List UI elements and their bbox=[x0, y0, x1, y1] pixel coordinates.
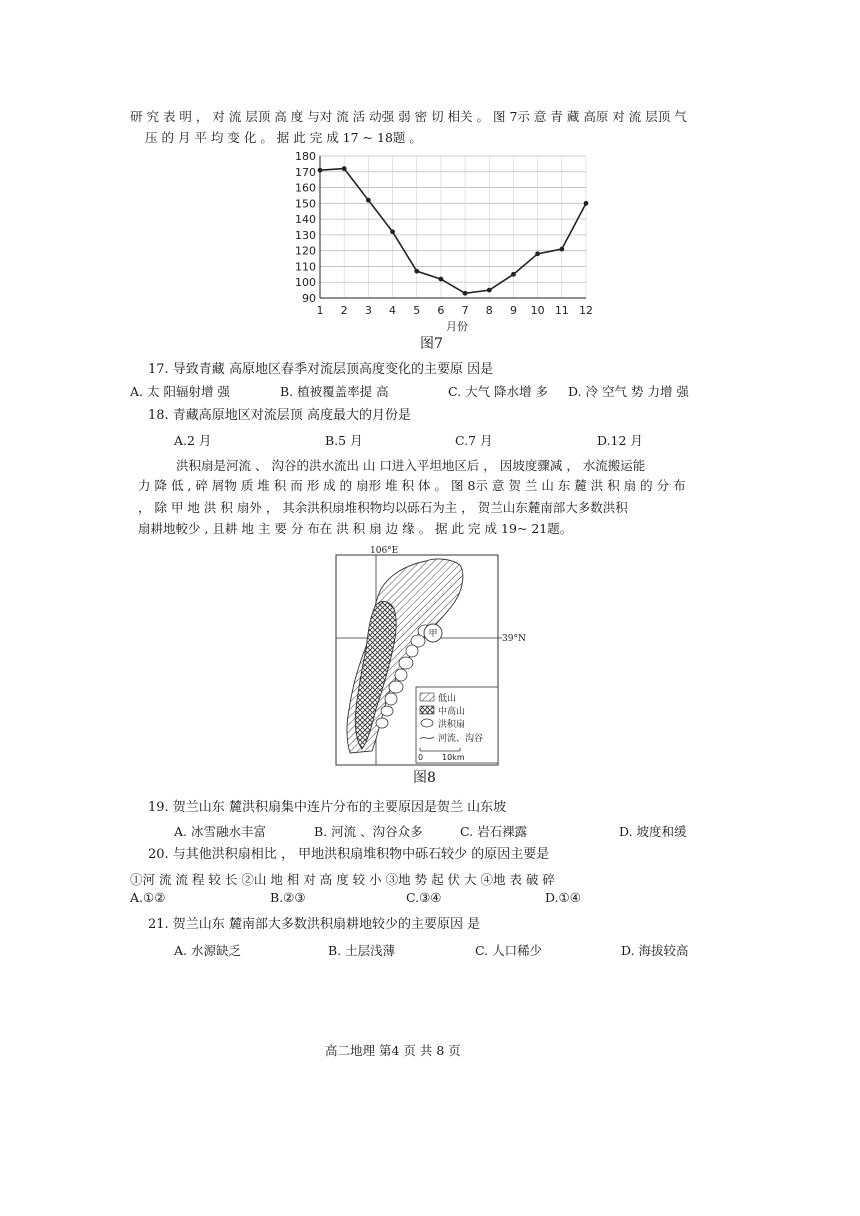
legend-swatch-low-mountain bbox=[420, 693, 434, 701]
scale-zero: 0 bbox=[418, 753, 424, 762]
q20-statements: ①河 流 流 程 较 长 ②山 地 相 对 高 度 较 小 ③地 势 起 伏 大 ④地 表 破 碎 bbox=[130, 872, 555, 887]
page-footer: 高二地理 第4 页 共 8 页 bbox=[325, 1043, 461, 1058]
x-axis-label: 月份 bbox=[446, 320, 468, 333]
q21-stem: 21. 贺兰山东 麓南部大多数洪积扇耕地较少的主要原因 是 bbox=[148, 917, 481, 932]
q19-option-c: C. 岩石裸露 bbox=[460, 824, 528, 839]
q18-option-c: C.7 月 bbox=[455, 433, 493, 448]
y-tick-label: 180 bbox=[295, 150, 316, 163]
x-tick-label: 2 bbox=[340, 304, 348, 317]
y-tick-label: 120 bbox=[295, 244, 316, 258]
data-point-month-2 bbox=[342, 166, 347, 171]
legend-alluvial-fan: 洪积扇 bbox=[438, 720, 466, 730]
chart-grid bbox=[320, 156, 586, 298]
y-tick-label: 90 bbox=[302, 292, 316, 305]
x-tick-label: 1 bbox=[316, 304, 324, 317]
q20-option-d: D.①④ bbox=[545, 890, 581, 905]
y-tick-label: 170 bbox=[295, 165, 316, 179]
y-tick-labels bbox=[295, 150, 316, 305]
x-tick-label: 4 bbox=[389, 304, 397, 317]
intro1-line1: 研 究 表 明 ， 对 流 层顶 高 度 与对 流 活 动强 弱 密 切 相关 。 图 7示 意 青 藏 高原 对 流 层顶 气 bbox=[130, 109, 687, 124]
q17-option-b: B. 植被覆盖率提 高 bbox=[280, 384, 389, 399]
q18-option-a: A.2 月 bbox=[174, 433, 212, 448]
map-legend bbox=[416, 687, 498, 763]
x-tick-label: 9 bbox=[509, 304, 517, 317]
q17-option-a: A. 太 阳辐射增 强 bbox=[130, 384, 230, 399]
x-tick-label: 6 bbox=[437, 304, 445, 317]
q17-option-c: C. 大气 降水增 多 bbox=[448, 384, 549, 399]
chart-axes bbox=[320, 156, 586, 298]
x-tick-label: 3 bbox=[364, 304, 372, 317]
q20-stem: 20. 与其他洪积扇相比 ， 甲地洪积扇堆积物中砾石较少 的原因主要是 bbox=[148, 847, 550, 862]
x-tick-label: 5 bbox=[413, 304, 421, 317]
y-tick-label: 150 bbox=[295, 197, 316, 211]
figure-8-caption: 图8 bbox=[413, 770, 436, 786]
q20-option-a: A.①② bbox=[130, 890, 166, 905]
data-point-month-10 bbox=[535, 251, 540, 256]
data-point-month-8 bbox=[487, 288, 492, 293]
scale-end: 10km bbox=[442, 753, 465, 762]
data-point-month-7 bbox=[463, 291, 468, 296]
data-point-month-3 bbox=[366, 198, 371, 203]
q21-option-d: D. 海拔较高 bbox=[621, 943, 689, 958]
q17-stem: 17. 导致青藏 高原地区春季对流层顶高度变化的主要原 因是 bbox=[148, 362, 494, 377]
y-tick-label: 130 bbox=[295, 228, 316, 242]
x-tick-label: 11 bbox=[554, 304, 569, 317]
intro2-line2: 力 降 低 , 碎 屑物 质 堆 积 而 形 成 的 扇形 堆 积 体 。 图 8示 意 贺 兰 山 东 麓 洪 积 扇 的 分 布 bbox=[138, 478, 686, 493]
data-point-month-1 bbox=[318, 168, 323, 173]
latitude-label: 39°N bbox=[502, 634, 526, 644]
x-tick-label: 8 bbox=[485, 304, 493, 317]
q19-option-b: B. 河流 、沟谷众多 bbox=[314, 824, 423, 839]
y-tick-label: 140 bbox=[295, 213, 316, 227]
q18-option-d: D.12 月 bbox=[597, 433, 643, 448]
intro2-line1: 洪积扇是河流 、 沟谷的洪水流出 山 口进入平坦地区后 ， 因坡度骤减 ， 水流搬运能 bbox=[176, 458, 646, 473]
q20-option-c: C.③④ bbox=[406, 890, 442, 905]
q17-option-d: D. 冷 空气 势 力增 强 bbox=[568, 384, 689, 399]
y-tick-label: 110 bbox=[295, 260, 316, 274]
data-point-month-11 bbox=[559, 247, 564, 252]
legend-river: 河流、沟谷 bbox=[438, 734, 484, 744]
q19-option-d: D. 坡度和缓 bbox=[619, 824, 687, 839]
figure-8-map bbox=[330, 545, 526, 767]
intro2-line3: ， 除 甲 地 洪 积 扇外 ， 其余洪积扇堆积物均以砾石为主 ， 贺兰山东麓南部大多数洪积 bbox=[138, 500, 628, 515]
q21-option-c: C. 人口稀少 bbox=[475, 943, 543, 958]
x-tick-label: 7 bbox=[461, 304, 469, 317]
q19-stem: 19. 贺兰山东 麓洪积扇集中连片分布的主要原因是贺兰 山东坡 bbox=[148, 800, 507, 815]
x-tick-label: 12 bbox=[579, 304, 593, 317]
legend-low-mountain: 低山 bbox=[438, 694, 457, 704]
data-point-month-6 bbox=[439, 277, 444, 282]
q18-option-b: B.5 月 bbox=[325, 433, 363, 448]
q19-option-a: A. 冰雪融水丰富 bbox=[174, 824, 266, 839]
longitude-label: 106°E bbox=[370, 546, 399, 556]
q21-option-b: B. 土层浅薄 bbox=[328, 943, 396, 958]
q18-stem: 18. 青藏高原地区对流层顶 高度最大的月份是 bbox=[148, 408, 411, 423]
y-tick-label: 160 bbox=[295, 181, 316, 195]
q21-option-a: A. 水源缺乏 bbox=[174, 943, 241, 958]
y-tick-label: 100 bbox=[295, 276, 316, 290]
intro2-line4: 扇耕地較少 , 且耕 地 主 要 分 布在 洪 积 扇 边 缘 。 据 此 完 成 19~ 21题。 bbox=[138, 521, 573, 536]
data-point-month-12 bbox=[584, 201, 589, 206]
legend-swatch-mid-high-mountain bbox=[420, 706, 434, 714]
data-point-month-5 bbox=[414, 269, 419, 274]
x-tick-label: 10 bbox=[530, 304, 545, 317]
site-jia-label: 甲 bbox=[428, 629, 438, 639]
legend-swatch-alluvial-fan bbox=[421, 719, 433, 727]
legend-mid-high-mountain: 中高山 bbox=[438, 707, 466, 717]
q20-option-b: B.②③ bbox=[270, 890, 306, 905]
data-point-month-4 bbox=[390, 229, 395, 234]
figure-7-caption: 图7 bbox=[420, 336, 443, 352]
figure-7-line-chart bbox=[290, 148, 600, 334]
x-tick-labels bbox=[317, 304, 594, 317]
data-point-month-9 bbox=[511, 272, 516, 277]
intro1-line2: 压 的 月 平 均 变 化 。 据 此 完 成 17 ~ 18题 。 bbox=[145, 130, 422, 145]
